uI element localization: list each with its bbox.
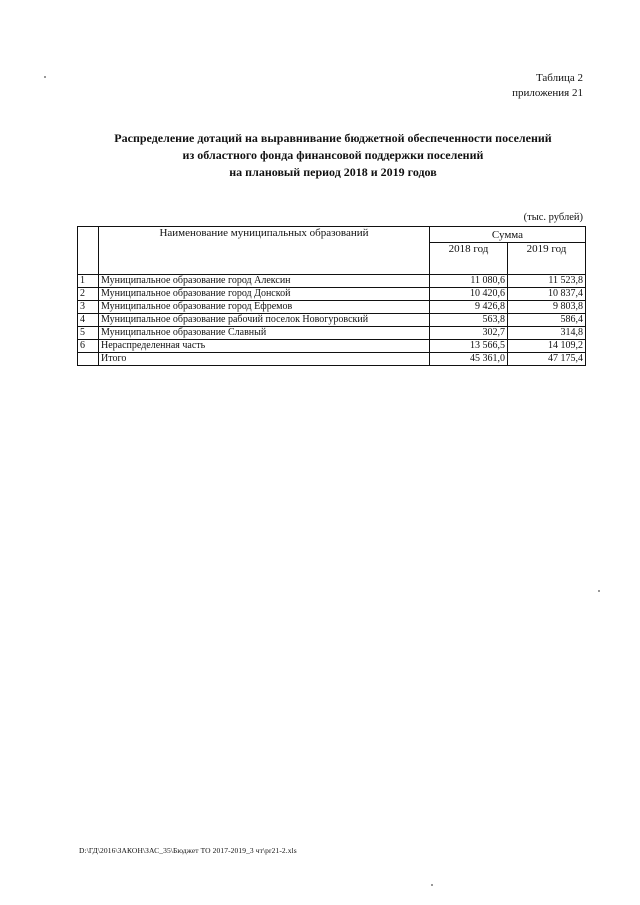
header-name: Наименование муниципальных образований — [99, 227, 430, 275]
row-value-2019: 10 837,4 — [508, 288, 586, 301]
title-line-2: из областного фонда финансовой поддержки поселений — [182, 148, 484, 162]
document-title — [80, 130, 586, 181]
scan-speck — [44, 76, 46, 78]
row-value-2018: 302,7 — [430, 327, 508, 340]
unit-label: (тыс. рублей) — [523, 212, 583, 223]
row-number: 3 — [78, 301, 99, 314]
total-label: Итого — [99, 353, 430, 366]
row-number: 6 — [78, 340, 99, 353]
appendix-label: приложения 21 — [512, 87, 583, 99]
total-value-2018: 45 361,0 — [430, 353, 508, 366]
row-value-2018: 11 080,6 — [430, 275, 508, 288]
scan-speck — [431, 884, 433, 886]
row-number: 1 — [78, 275, 99, 288]
row-value-2018: 13 566,5 — [430, 340, 508, 353]
total-value-2019: 47 175,4 — [508, 353, 586, 366]
table-row — [78, 340, 586, 353]
row-name: Муниципальное образование город Алексин — [99, 275, 430, 288]
row-name: Муниципальное образование город Ефремов — [99, 301, 430, 314]
table-reference — [512, 71, 583, 101]
row-value-2019: 11 523,8 — [508, 275, 586, 288]
row-value-2019: 586,4 — [508, 314, 586, 327]
file-path-footer: D:\ГД\2016\ЗАКОН\ЗАС_35\Бюджет ТО 2017-2019_3 чт\pr21-2.xls — [79, 846, 297, 855]
title-line-1: Распределение дотаций на выравнивание бюджетной обеспеченности поселений — [114, 131, 552, 145]
table-total-row — [78, 353, 586, 366]
row-number: 4 — [78, 314, 99, 327]
scan-speck — [598, 590, 600, 592]
header-year-2019: 2019 год — [508, 243, 586, 275]
row-number: 5 — [78, 327, 99, 340]
row-value-2018: 563,8 — [430, 314, 508, 327]
row-name: Муниципальное образование город Донской — [99, 288, 430, 301]
row-name: Муниципальное образование Славный — [99, 327, 430, 340]
table-row — [78, 275, 586, 288]
header-sum: Сумма — [430, 227, 586, 243]
header-number-cell — [78, 227, 99, 275]
subsidy-table — [77, 226, 586, 366]
row-name: Муниципальное образование рабочий поселок Новогуровский — [99, 314, 430, 327]
header-year-2018: 2018 год — [430, 243, 508, 275]
table-label: Таблица 2 — [535, 72, 583, 84]
table-row — [78, 288, 586, 301]
row-value-2018: 9 426,8 — [430, 301, 508, 314]
row-value-2019: 9 803,8 — [508, 301, 586, 314]
total-number — [78, 353, 99, 366]
title-line-3: на плановый период 2018 и 2019 годов — [229, 165, 437, 179]
table-header-row — [78, 227, 586, 243]
row-name: Нераспределенная часть — [99, 340, 430, 353]
table-row — [78, 301, 586, 314]
row-value-2018: 10 420,6 — [430, 288, 508, 301]
table-row — [78, 327, 586, 340]
row-value-2019: 314,8 — [508, 327, 586, 340]
row-number: 2 — [78, 288, 99, 301]
row-value-2019: 14 109,2 — [508, 340, 586, 353]
table-row — [78, 314, 586, 327]
